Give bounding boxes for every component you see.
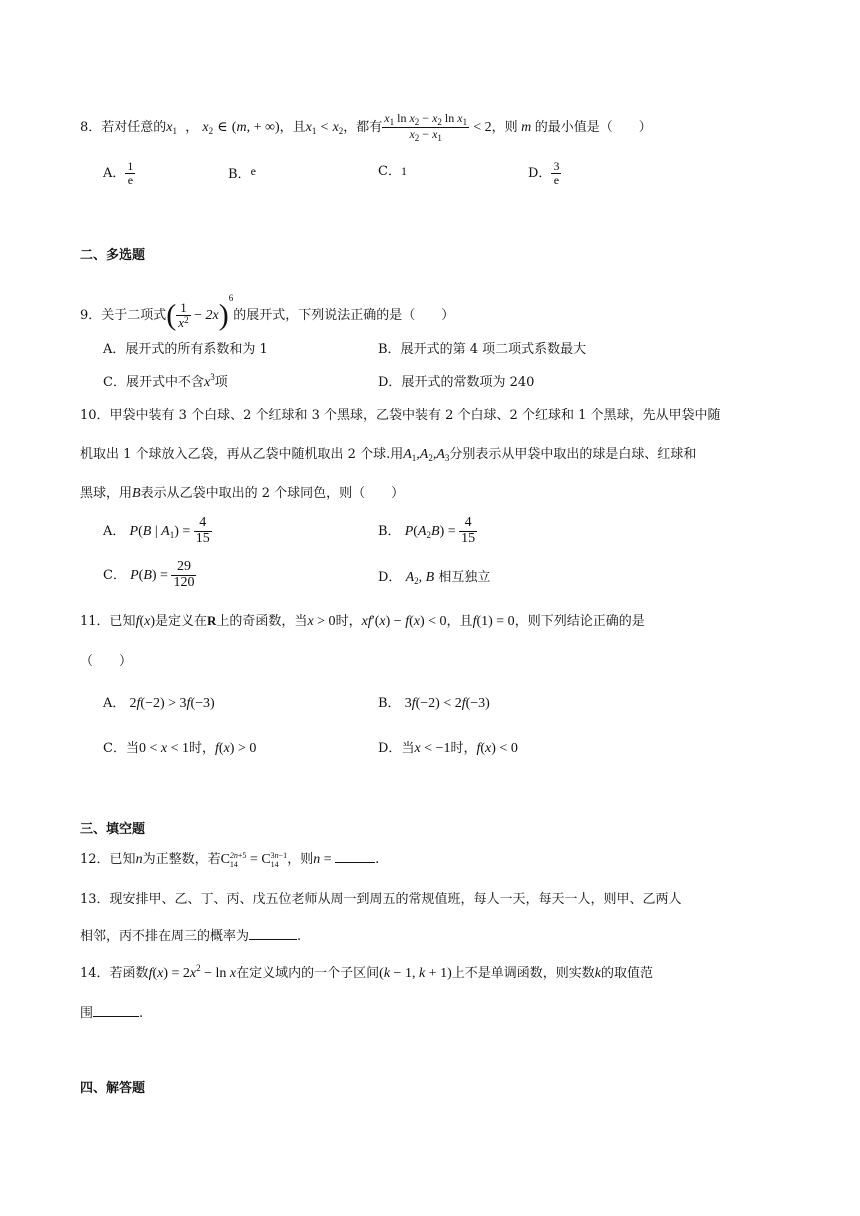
q8-stem-a: 若对任意的 bbox=[101, 120, 167, 135]
question-11-line-2: （ ） bbox=[80, 654, 133, 669]
q13-answer-blank[interactable] bbox=[249, 927, 297, 940]
question-10-line-2: 机取出 1 个球放入乙袋，再从乙袋中随机取出 2 个球.用$A_1,A_2,A_3$分别表示从甲袋中取出的球是白球、红球和 bbox=[80, 447, 697, 463]
q10-option-b[interactable]: B． $P(A_2B)$ = $\frac{4}{15}$ bbox=[378, 515, 476, 546]
q10-option-c[interactable]: C． P(B) = $\frac{29}{120}$ bbox=[103, 559, 195, 590]
q9-option-b[interactable]: B．展开式的第 4 项二项式系数最大 bbox=[378, 342, 587, 357]
question-11-line-1: 11．已知f(x)是定义在R上的奇函数，当x > 0时，xf′(x) − f(x) < 0，且f(1) = 0，则下列结论正确的是 bbox=[80, 613, 645, 629]
q8-stem-b: ，且 bbox=[279, 120, 306, 135]
q8-option-d[interactable]: D． $\frac{3}{e}$ bbox=[528, 159, 560, 187]
q11-option-d[interactable]: D．当x < −1时，f(x) < 0 bbox=[378, 741, 518, 756]
q8-number: 8． bbox=[80, 120, 102, 135]
section-2-heading: 二、多选题 bbox=[80, 248, 146, 263]
question-14-line-2: 围 . bbox=[80, 1006, 144, 1021]
question-9: 9．关于二项式( $\frac{1}{x^2}$ − 2x)$^6$的展开式，下列说法正确的是（ ） bbox=[80, 293, 455, 332]
question-10-line-1: 10．甲袋中装有 3 个白球、2 个红球和 3 个黑球，乙袋中装有 2 个白球、2 个红球和 1 个黑球，先从甲袋中随 bbox=[80, 408, 721, 423]
q11-option-a[interactable]: A． 2f(−2) > 3f(−3) bbox=[103, 696, 215, 711]
q10-option-d[interactable]: D． $A_2$, B 相互独立 bbox=[378, 570, 491, 586]
q9-option-d[interactable]: D．展开式的常数项为 240 bbox=[378, 375, 535, 390]
section-4-heading: 四、解答题 bbox=[80, 1081, 146, 1096]
question-13-line-2: 相邻，丙不排在周三的概率为 . bbox=[80, 929, 302, 944]
q11-option-c[interactable]: C．当0 < x < 1时，f(x) > 0 bbox=[103, 741, 257, 756]
question-8: 8．若对任意的$x_1$ ， $x_2$ ∈ (m, + ∞)，且$x_1 < x_2$，都有 $\frac{x_1 \ln x_2 - x_2 \ln x_1}{x_2 - x_1}$ < 2，则 m 的最小值是（ ） bbox=[80, 110, 652, 143]
q9-option-c[interactable]: C．展开式中不含$x^3$项 bbox=[103, 372, 228, 390]
q8-option-a[interactable]: A． $\frac{1}{e}$ bbox=[103, 159, 134, 187]
q11-option-b[interactable]: B． 3f(−2) < 2f(−3) bbox=[378, 696, 490, 711]
question-10-line-3: 黑球，用B表示从乙袋中取出的 2 个球同色，则（ ） bbox=[80, 486, 405, 501]
q12-answer-blank[interactable] bbox=[335, 850, 375, 863]
q10-option-a[interactable]: A． P(B | $A_1$) = $\frac{4}{15}$ bbox=[103, 515, 210, 546]
q8-stem-d: ，则 bbox=[491, 120, 518, 135]
q8-option-b[interactable]: B．e bbox=[228, 164, 256, 182]
q8-option-c[interactable]: C．1 bbox=[378, 164, 407, 179]
q8-fraction: $\frac{x_1 \ln x_2 - x_2 \ln x_1}{x_2 - x_1}$ bbox=[384, 110, 468, 143]
question-13-line-1: 13．现安排甲、乙、丁、丙、戊五位老师从周一到周五的常规值班，每人一天，每天一人，则甲、乙两人 bbox=[80, 892, 682, 907]
q8-stem-c: ，都有 bbox=[343, 120, 383, 135]
q8-stem-e: 的最小值是（ ） bbox=[534, 120, 652, 135]
section-3-heading: 三、填空题 bbox=[80, 822, 146, 837]
q14-answer-blank[interactable] bbox=[93, 1004, 139, 1017]
question-12: 12．已知n为正整数，若C 2n+5 14 = C 3n−1 14 ，则n = . bbox=[80, 850, 380, 869]
question-14-line-1: 14．若函数$f(x) = 2x^2 - \ln x$在定义域内的一个子区间(k − 1, k + 1)上不是单调函数，则实数k的取值范 bbox=[80, 963, 653, 981]
q9-option-a[interactable]: A．展开式的所有系数和为 1 bbox=[103, 342, 268, 357]
